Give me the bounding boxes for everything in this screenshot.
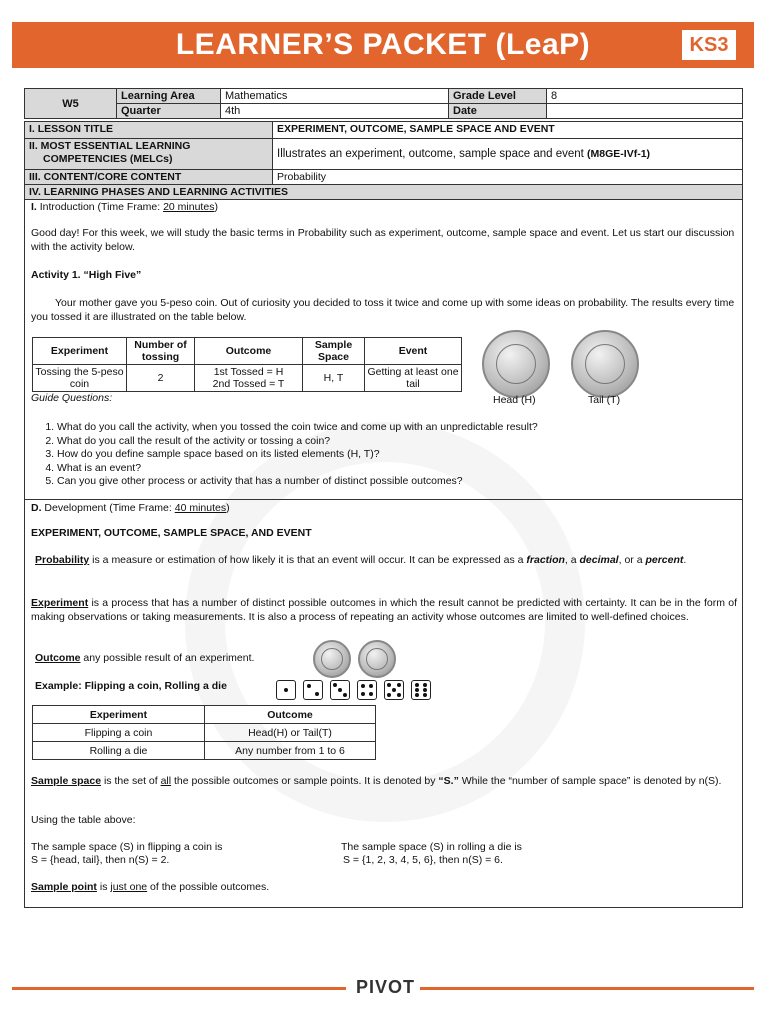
phases-label: IV. LEARNING PHASES AND LEARNING ACTIVITIES: [29, 186, 289, 198]
lesson-title-label: I. LESSON TITLE: [25, 122, 273, 138]
tail-label: Tail (T): [588, 394, 621, 406]
info-table: [24, 88, 743, 119]
outcome-definition: Outcome any possible result of an experiment.: [35, 652, 255, 664]
coin-toss-table: [32, 337, 462, 392]
table-cell: Rolling a die: [33, 742, 205, 760]
date-value: [547, 104, 743, 119]
lesson-title-row: [25, 122, 742, 139]
activity-title: Activity 1. “High Five”: [31, 269, 142, 281]
coin-small-head-icon: [313, 640, 351, 678]
col-event: Event: [365, 338, 462, 365]
die-five-icon: [384, 680, 404, 700]
footer-line-left: [12, 987, 346, 990]
ks3-badge: KS3: [682, 30, 736, 60]
header-bar: [12, 22, 754, 68]
die-three-icon: [330, 680, 350, 700]
coin-sample-space-1: The sample space (S) in flipping a coin is: [31, 841, 223, 853]
packet-title: LEARNER’S PACKET (LeaP): [175, 28, 591, 61]
learning-area-value: Mathematics: [221, 89, 449, 104]
grade-level-value: 8: [547, 89, 743, 104]
col-experiment: Experiment: [33, 706, 205, 724]
phases-row: [25, 185, 742, 200]
table-cell: Flipping a coin: [33, 724, 205, 742]
coin-sample-space-2: S = {head, tail}, then n(S) = 2.: [31, 854, 170, 866]
melc-label-2: COMPETENCIES (MELCs): [43, 153, 173, 165]
guide-questions-list: [37, 421, 737, 489]
content-row: [25, 170, 742, 185]
development-heading: D. Development (Time Frame: 40 minutes): [31, 502, 230, 514]
table-cell: Head(H) or Tail(T): [205, 724, 376, 742]
quarter-label: Quarter: [117, 104, 221, 119]
cell-experiment: Tossing the 5-peso coin: [33, 365, 127, 392]
die-two-icon: [303, 680, 323, 700]
sample-space-definition: Sample space is the set of all the possible outcomes or sample points. It is denoted by “S.” While the “number of sample space” is denoted by n(S).: [31, 775, 722, 787]
date-label: Date: [449, 104, 547, 119]
development-title: EXPERIMENT, OUTCOME, SAMPLE SPACE, AND EVENT: [31, 527, 312, 539]
cell-event: Getting at least one tail: [365, 365, 462, 392]
coin-tail-image: [571, 330, 639, 398]
probability-definition: Probability is a measure or estimation of how likely it is that an event will occur. It can be expressed as a fraction, a decimal, or a percent.: [35, 554, 687, 566]
question-item: 3. How do you define sample space based on its listed elements (H, T)?: [57, 448, 737, 462]
die-one-icon: [276, 680, 296, 700]
question-item: 4. What is an event?: [57, 462, 737, 476]
coin-head-image: [482, 330, 550, 398]
intro-paragraph: Good day! For this week, we will study the basic terms in Probability such as experiment, outcome, sample space and event. Let us start our discussion with the activity below.: [31, 227, 735, 253]
coin-small-tail-icon: [358, 640, 396, 678]
lesson-box: [24, 121, 743, 908]
cell-sample-space: H, T: [303, 365, 365, 392]
quarter-value: 4th: [221, 104, 449, 119]
col-sample-space: Sample Space: [303, 338, 365, 365]
cell-tossing: 2: [127, 365, 195, 392]
die-sample-space-2: S = {1, 2, 3, 4, 5, 6}, then n(S) = 6.: [343, 854, 503, 866]
melc-label-1: II. MOST ESSENTIAL LEARNING: [29, 140, 191, 152]
cell-outcome: 1st Tossed = H 2nd Tossed = T: [195, 365, 303, 392]
die-sample-space-1: The sample space (S) in rolling a die is: [341, 841, 522, 853]
intro-heading: I. Introduction (Time Frame: 20 minutes): [31, 201, 218, 213]
activity-paragraph: Your mother gave you 5-peso coin. Out of curiosity you decided to toss it twice and come up with some ideas on probability. The results every time you tossed it are illustrated on the table below.: [31, 297, 735, 323]
footer-line-right: [420, 987, 754, 990]
lesson-title: EXPERIMENT, OUTCOME, SAMPLE SPACE AND EVENT: [277, 123, 555, 135]
sample-point-definition: Sample point is just one of the possible outcomes.: [31, 881, 270, 893]
die-six-icon: [411, 680, 431, 700]
section-divider: [25, 499, 742, 500]
head-label: Head (H): [493, 394, 536, 406]
question-item: 2. What do you call the result of the activity or tossing a coin?: [57, 435, 737, 449]
col-experiment: Experiment: [33, 338, 127, 365]
question-item: 5. Can you give other process or activity that has a number of distinct possible outcomes?: [57, 475, 737, 489]
question-item: 1. What do you call the activity, when you tossed the coin twice and come up with an unpredictable result?: [57, 421, 737, 435]
content-label: III. CONTENT/CORE CONTENT: [25, 170, 273, 184]
content-value: Probability: [277, 171, 327, 183]
col-outcome: Outcome: [205, 706, 376, 724]
col-tossing: Number of tossing: [127, 338, 195, 365]
melc-text: Illustrates an experiment, outcome, sample space and event: [277, 148, 584, 160]
col-outcome: Outcome: [195, 338, 303, 365]
experiment-definition: Experiment is a process that has a number of distinct possible outcomes in which the result cannot be predicted with certainty. It can be in the form of making observations or taking measurements. It is also a process of repeating an activity whose outcomes are limited to well-defined choices.: [31, 597, 737, 623]
example-table: [32, 705, 376, 760]
melc-code: (M8GE-IVf-1): [587, 148, 651, 160]
week-label: W5: [25, 89, 117, 119]
pivot-logo: PIVOT: [356, 977, 416, 997]
guide-questions-label: Guide Questions:: [31, 392, 113, 404]
table-cell: Any number from 1 to 6: [205, 742, 376, 760]
die-four-icon: [357, 680, 377, 700]
using-table-text: Using the table above:: [31, 814, 136, 826]
example-label: Example: Flipping a coin, Rolling a die: [35, 680, 227, 692]
learning-area-label: Learning Area: [117, 89, 221, 104]
melc-row: [25, 139, 742, 170]
grade-level-label: Grade Level: [449, 89, 547, 104]
